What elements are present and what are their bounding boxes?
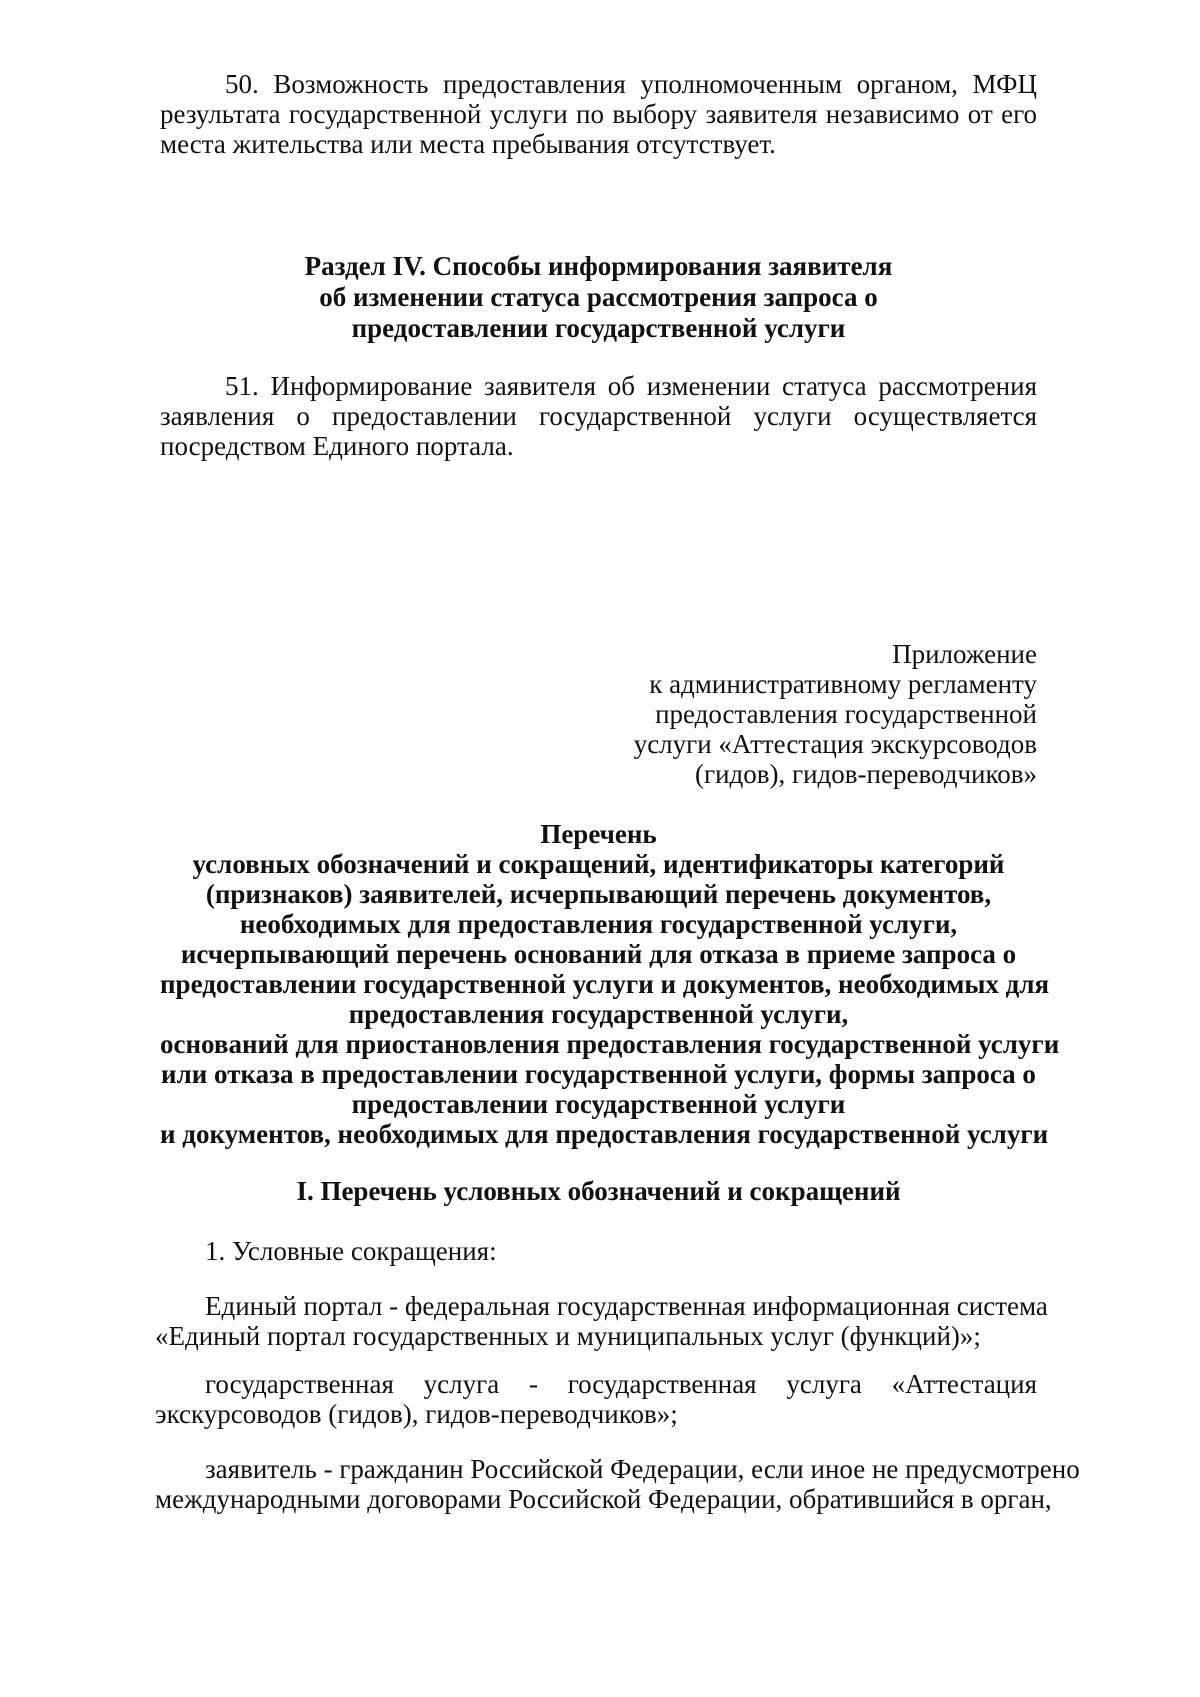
list-title-line-6: предоставлении государственной услуги и документов, необходимых для bbox=[160, 969, 1050, 999]
item-1-text: 1. Условные сокращения: bbox=[205, 1236, 497, 1266]
appendix-line-5: (гидов), гидов-переводчиков» bbox=[695, 759, 1037, 789]
appendix-line-1: Приложение bbox=[892, 639, 1037, 669]
definition-portal-line-2: «Единый портал государственных и муниципальных услуг (функций)»; bbox=[155, 1321, 981, 1351]
list-title-line-10: предоставлении государственной услуги bbox=[351, 1089, 846, 1119]
list-title-line-9: или отказа в предоставлении государственной услуги, формы запроса о bbox=[161, 1059, 1036, 1089]
section-4-heading-line-3: предоставлении государственной услуги bbox=[351, 313, 846, 343]
list-title-line-11: и документов, необходимых для предоставления государственной услуги bbox=[160, 1119, 1049, 1149]
definition-service-line-1: государственная услуга - государственная услуга «Аттестация bbox=[205, 1369, 1037, 1399]
appendix-line-4: услуги «Аттестация экскурсоводов bbox=[633, 729, 1037, 759]
list-title-line-1: Перечень bbox=[540, 819, 657, 849]
section-1-heading: I. Перечень условных обозначений и сокращений bbox=[296, 1176, 901, 1206]
definition-applicant-line-2: международными договорами Российской Федерации, обратившийся в орган, bbox=[155, 1484, 1052, 1514]
definition-applicant-line-1: заявитель - гражданин Российской Федерации, если иное не предусмотрено bbox=[205, 1454, 1080, 1484]
list-title-line-5: исчерпывающий перечень оснований для отказа в приеме запроса о bbox=[180, 939, 1017, 969]
paragraph-50-line-1: 50. Возможность предоставления уполномоченным органом, МФЦ bbox=[225, 69, 1037, 99]
list-title-line-7: предоставления государственной услуги, bbox=[348, 999, 849, 1029]
section-4-heading-line-1: Раздел IV. Способы информирования заявителя bbox=[304, 251, 893, 281]
section-4-heading-line-2: об изменении статуса рассмотрения запроса о bbox=[319, 282, 878, 312]
definition-portal-line-1: Единый портал - федеральная государственная информационная система bbox=[205, 1291, 1048, 1321]
list-title-line-8: оснований для приостановления предоставления государственной услуги bbox=[160, 1029, 1060, 1059]
list-title-line-2: условных обозначений и сокращений, идентификаторы категорий bbox=[192, 849, 1005, 879]
paragraph-50-line-2: результата государственной услуги по выбору заявителя независимо от его bbox=[160, 99, 1037, 129]
list-title-line-4: необходимых для предоставления государственной услуги, bbox=[239, 909, 958, 939]
paragraph-51-line-1: 51. Информирование заявителя об изменении статуса рассмотрения bbox=[225, 371, 1037, 401]
appendix-line-2: к административному регламенту bbox=[649, 669, 1037, 699]
paragraph-51-line-2: заявления о предоставлении государственной услуги осуществляется bbox=[160, 401, 1037, 431]
list-title-line-3: (признаков) заявителей, исчерпывающий перечень документов, bbox=[205, 879, 992, 909]
definition-service-line-2: экскурсоводов (гидов), гидов-переводчиков»; bbox=[155, 1399, 678, 1429]
appendix-line-3: предоставления государственной bbox=[655, 699, 1037, 729]
paragraph-51-line-3: посредством Единого портала. bbox=[160, 431, 514, 461]
paragraph-50-line-3: места жительства или места пребывания отсутствует. bbox=[160, 129, 776, 159]
